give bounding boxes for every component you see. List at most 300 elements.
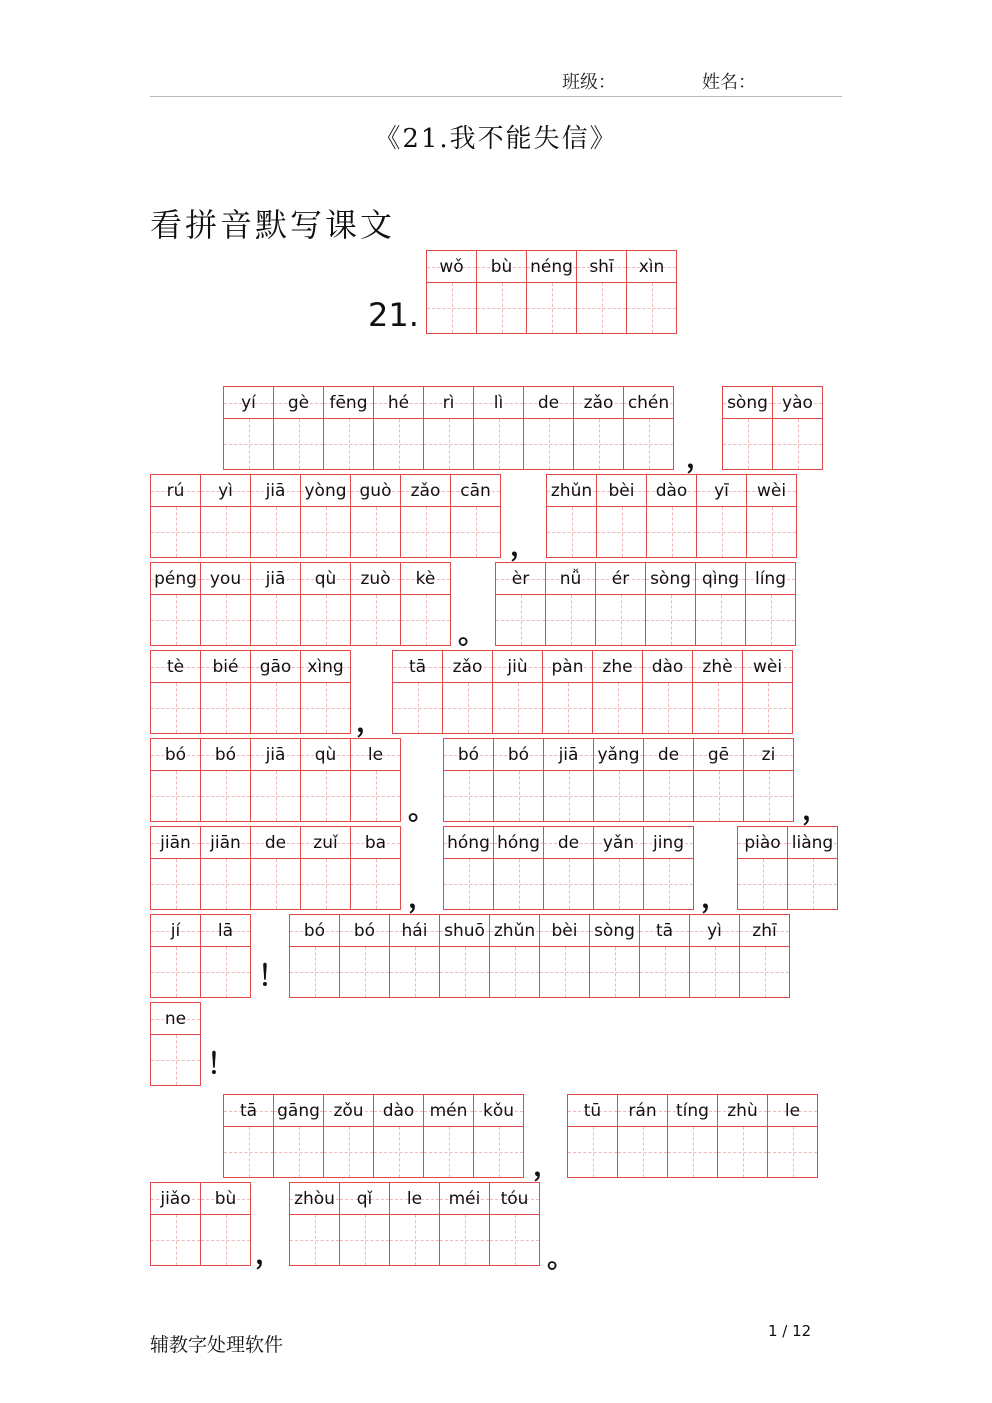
pinyin-group [223, 1094, 524, 1178]
pinyin-box [201, 563, 250, 595]
character-box[interactable] [590, 947, 639, 997]
pinyin-text: yī [714, 480, 729, 501]
pinyin-box [494, 827, 543, 859]
character-box[interactable] [201, 1215, 250, 1265]
pinyin-text: wèi [756, 480, 787, 501]
character-box[interactable] [788, 859, 837, 909]
character-box[interactable] [251, 683, 300, 733]
pinyin-box [151, 1003, 200, 1035]
pinyin-text: sòng [727, 392, 768, 413]
tianzi-cell [250, 474, 301, 558]
character-box[interactable] [494, 859, 543, 909]
character-box[interactable] [251, 595, 300, 645]
pinyin-text: rì [442, 392, 455, 413]
pinyin-box [427, 251, 476, 283]
pinyin-text: cān [460, 480, 491, 501]
punctuation-mark: ！ [207, 1047, 236, 1080]
character-box[interactable] [647, 507, 696, 557]
character-box[interactable] [351, 507, 400, 557]
pinyin-box [151, 651, 200, 683]
tianzi-cell [289, 1182, 340, 1266]
pinyin-text: bó [164, 744, 187, 765]
pinyin-box [647, 475, 696, 507]
character-box[interactable] [697, 507, 746, 557]
character-box[interactable] [151, 595, 200, 645]
tianzi-cell [692, 650, 743, 734]
character-box[interactable] [224, 419, 273, 469]
pinyin-box [224, 387, 273, 419]
tianzi-cell [593, 738, 644, 822]
tianzi-cell [289, 914, 340, 998]
pinyin-text: zhǔn [550, 480, 593, 501]
tianzi-cell [423, 386, 474, 470]
character-box[interactable] [443, 683, 492, 733]
character-box[interactable] [201, 947, 250, 997]
punctuation-mark: ， [510, 529, 539, 562]
pinyin-group [737, 826, 838, 910]
pinyin-text: bó [507, 744, 530, 765]
character-box[interactable] [201, 771, 250, 821]
pinyin-text: pàn [551, 656, 584, 677]
tianzi-cell [746, 474, 797, 558]
tianzi-cell [739, 914, 790, 998]
pinyin-text: bó [353, 920, 376, 941]
character-box[interactable] [527, 283, 576, 333]
character-box[interactable] [597, 507, 646, 557]
tianzi-cell [767, 1094, 818, 1178]
tianzi-cell [200, 914, 251, 998]
pinyin-box [694, 739, 743, 771]
pinyin-text: lì [493, 392, 504, 413]
pinyin-text: liàng [791, 832, 834, 853]
pinyin-box [374, 387, 423, 419]
tianzi-cell [400, 474, 451, 558]
pinyin-text: xìng [307, 656, 344, 677]
pinyin-box [351, 563, 400, 595]
character-box[interactable] [340, 947, 389, 997]
pinyin-box [151, 915, 200, 947]
pinyin-box [474, 387, 523, 419]
pinyin-box [151, 475, 200, 507]
pinyin-text: bó [214, 744, 237, 765]
character-box[interactable] [324, 1127, 373, 1177]
character-box[interactable] [201, 507, 250, 557]
character-box[interactable] [738, 859, 787, 909]
pinyin-text: yǎn [602, 832, 635, 853]
tianzi-cell [745, 562, 796, 646]
pinyin-box [474, 1095, 523, 1127]
character-box[interactable] [151, 683, 200, 733]
pinyin-text: gāng [277, 1100, 320, 1121]
character-box[interactable] [374, 1127, 423, 1177]
character-box[interactable] [340, 1215, 389, 1265]
tianzi-cell [223, 386, 274, 470]
character-box[interactable] [427, 283, 476, 333]
character-box[interactable] [440, 947, 489, 997]
pinyin-text: bié [212, 656, 239, 677]
tianzi-cell [443, 738, 494, 822]
pinyin-box [340, 1183, 389, 1215]
pinyin-text: méi [448, 1188, 481, 1209]
pinyin-box [546, 563, 595, 595]
tianzi-cell [689, 914, 740, 998]
header-divider [150, 96, 842, 97]
character-box[interactable] [324, 419, 373, 469]
pinyin-box [251, 475, 300, 507]
tianzi-cell [443, 826, 494, 910]
tianzi-cell [643, 826, 694, 910]
character-box[interactable] [351, 771, 400, 821]
character-box[interactable] [496, 595, 545, 645]
character-box[interactable] [401, 507, 450, 557]
pinyin-group [567, 1094, 818, 1178]
character-box[interactable] [743, 683, 792, 733]
character-box[interactable] [543, 683, 592, 733]
character-box[interactable] [546, 595, 595, 645]
character-box[interactable] [440, 1215, 489, 1265]
pinyin-group [150, 914, 251, 998]
pinyin-box [743, 651, 792, 683]
character-box[interactable] [624, 419, 673, 469]
character-box[interactable] [746, 595, 795, 645]
pinyin-group [392, 650, 793, 734]
pinyin-box [540, 915, 589, 947]
pinyin-box [493, 651, 542, 683]
pinyin-text: hé [387, 392, 410, 413]
character-box[interactable] [690, 947, 739, 997]
pinyin-box [690, 915, 739, 947]
tianzi-cell [439, 1182, 490, 1266]
punctuation-mark: 。 [408, 793, 437, 826]
pinyin-box [524, 387, 573, 419]
pinyin-text: bèi [608, 480, 635, 501]
tianzi-cell [743, 738, 794, 822]
tianzi-cell [489, 914, 540, 998]
tianzi-cell [772, 386, 823, 470]
character-box[interactable] [424, 419, 473, 469]
character-box[interactable] [290, 1215, 339, 1265]
pinyin-box [738, 827, 787, 859]
pinyin-text: rán [628, 1100, 657, 1121]
character-box[interactable] [568, 1127, 617, 1177]
pinyin-box [201, 651, 250, 683]
pinyin-text: shī [589, 256, 614, 277]
tianzi-cell [643, 738, 694, 822]
character-box[interactable] [151, 859, 200, 909]
character-box[interactable] [290, 947, 339, 997]
pinyin-box [443, 651, 492, 683]
pinyin-box [768, 1095, 817, 1127]
pinyin-box [544, 739, 593, 771]
pinyin-group [150, 738, 401, 822]
pinyin-text: qǐ [356, 1188, 373, 1209]
pinyin-box [744, 739, 793, 771]
pinyin-box [718, 1095, 767, 1127]
character-box[interactable] [201, 595, 250, 645]
character-box[interactable] [390, 947, 439, 997]
character-box[interactable] [768, 1127, 817, 1177]
character-box[interactable] [643, 683, 692, 733]
character-box[interactable] [301, 507, 350, 557]
pinyin-text: bèi [551, 920, 578, 941]
character-box[interactable] [251, 859, 300, 909]
character-box[interactable] [151, 947, 200, 997]
pinyin-text: yǎng [597, 744, 640, 765]
pinyin-text: jiān [160, 832, 191, 853]
tianzi-cell [200, 562, 251, 646]
character-box[interactable] [693, 683, 742, 733]
character-box[interactable] [524, 419, 573, 469]
pinyin-group [150, 826, 401, 910]
tianzi-cell [543, 826, 594, 910]
tianzi-cell [300, 474, 351, 558]
character-box[interactable] [351, 595, 400, 645]
pinyin-text: ér [611, 568, 630, 589]
tianzi-cell [339, 914, 390, 998]
pinyin-box [290, 915, 339, 947]
pinyin-text: jiǎo [160, 1188, 191, 1209]
character-box[interactable] [646, 595, 695, 645]
character-box[interactable] [594, 859, 643, 909]
character-box[interactable] [274, 419, 323, 469]
pinyin-text: dào [651, 656, 684, 677]
pinyin-box [596, 563, 645, 595]
footer-software: 辅教字处理软件 [150, 1334, 284, 1356]
character-box[interactable] [151, 1035, 200, 1085]
character-box[interactable] [151, 507, 200, 557]
character-box[interactable] [251, 771, 300, 821]
character-box[interactable] [151, 1215, 200, 1265]
tianzi-cell [392, 650, 443, 734]
character-box[interactable] [544, 771, 593, 821]
character-box[interactable] [393, 683, 442, 733]
character-box[interactable] [444, 771, 493, 821]
tianzi-cell [567, 1094, 618, 1178]
tianzi-cell [542, 650, 593, 734]
pinyin-text: hóng [497, 832, 540, 853]
character-box[interactable] [274, 1127, 323, 1177]
pinyin-box [590, 915, 639, 947]
tianzi-cell [250, 826, 301, 910]
pinyin-box [324, 1095, 373, 1127]
punctuation-mark: ， [686, 441, 715, 474]
tianzi-cell [593, 826, 644, 910]
tianzi-cell [639, 914, 690, 998]
pinyin-text: jiā [558, 744, 579, 765]
pinyin-text: yì [707, 920, 722, 941]
pinyin-text: le [406, 1188, 423, 1209]
tianzi-cell [787, 826, 838, 910]
pinyin-box [301, 563, 350, 595]
character-box[interactable] [351, 859, 400, 909]
tianzi-cell [667, 1094, 718, 1178]
pinyin-box [390, 915, 439, 947]
punctuation-mark: ， [356, 705, 385, 738]
character-box[interactable] [696, 595, 745, 645]
character-box[interactable] [451, 507, 500, 557]
tianzi-cell [526, 250, 577, 334]
pinyin-box [574, 387, 623, 419]
punctuation-mark: ， [533, 1149, 562, 1182]
character-box[interactable] [424, 1127, 473, 1177]
character-box[interactable] [474, 1127, 523, 1177]
character-box[interactable] [224, 1127, 273, 1177]
character-box[interactable] [444, 859, 493, 909]
pinyin-text: zhe [602, 656, 633, 677]
pinyin-text: jiā [265, 744, 286, 765]
pinyin-text: líng [754, 568, 786, 589]
pinyin-text: ba [364, 832, 387, 853]
pinyin-box [440, 1183, 489, 1215]
pinyin-box [788, 827, 837, 859]
pinyin-text: bù [490, 256, 513, 277]
character-box[interactable] [627, 283, 676, 333]
pinyin-box [340, 915, 389, 947]
tianzi-cell [150, 650, 201, 734]
character-box[interactable] [574, 419, 623, 469]
character-box[interactable] [201, 683, 250, 733]
pinyin-text: tū [583, 1100, 602, 1121]
character-box[interactable] [477, 283, 526, 333]
pinyin-box [543, 651, 592, 683]
character-box[interactable] [644, 771, 693, 821]
character-box[interactable] [494, 771, 543, 821]
character-box[interactable] [490, 947, 539, 997]
tianzi-cell [150, 1002, 201, 1086]
pinyin-text: sòng [650, 568, 691, 589]
character-box[interactable] [544, 859, 593, 909]
pinyin-box [693, 651, 742, 683]
pinyin-box [274, 387, 323, 419]
character-box[interactable] [740, 947, 789, 997]
pinyin-box [351, 827, 400, 859]
name-label: 姓名： [702, 72, 756, 93]
character-box[interactable] [547, 507, 596, 557]
pinyin-box [201, 827, 250, 859]
character-box[interactable] [301, 683, 350, 733]
pinyin-text: wǒ [439, 256, 464, 277]
pinyin-box [151, 827, 200, 859]
pinyin-box [451, 475, 500, 507]
character-box[interactable] [618, 1127, 667, 1177]
pinyin-text: zuǐ [313, 832, 338, 853]
pinyin-box [390, 1183, 439, 1215]
pinyin-text: hóng [447, 832, 490, 853]
character-box[interactable] [151, 771, 200, 821]
tianzi-cell [426, 250, 477, 334]
character-box[interactable] [744, 771, 793, 821]
tianzi-cell [223, 1094, 274, 1178]
character-box[interactable] [301, 595, 350, 645]
pinyin-text: wèi [752, 656, 783, 677]
tianzi-cell [200, 650, 251, 734]
pinyin-text: zhù [727, 1100, 758, 1121]
pinyin-box [547, 475, 596, 507]
character-box[interactable] [490, 1215, 539, 1265]
character-box[interactable] [540, 947, 589, 997]
character-box[interactable] [201, 859, 250, 909]
character-box[interactable] [640, 947, 689, 997]
tianzi-cell [250, 562, 301, 646]
pinyin-text: kè [415, 568, 436, 589]
pinyin-box [351, 739, 400, 771]
pinyin-box [594, 827, 643, 859]
character-box[interactable] [374, 419, 423, 469]
tianzi-cell [373, 1094, 424, 1178]
character-box[interactable] [474, 419, 523, 469]
pinyin-box [696, 563, 745, 595]
pinyin-text: guò [359, 480, 392, 501]
character-box[interactable] [593, 683, 642, 733]
pinyin-box [424, 387, 473, 419]
character-box[interactable] [493, 683, 542, 733]
character-box[interactable] [718, 1127, 767, 1177]
tianzi-cell [693, 738, 744, 822]
pinyin-text: jiān [210, 832, 241, 853]
pinyin-text: dào [382, 1100, 415, 1121]
character-box[interactable] [390, 1215, 439, 1265]
character-box[interactable] [644, 859, 693, 909]
character-box[interactable] [594, 771, 643, 821]
pinyin-box [747, 475, 796, 507]
punctuation-mark: ， [408, 881, 437, 914]
pinyin-box [301, 651, 350, 683]
pinyin-text: mén [429, 1100, 468, 1121]
pinyin-text: kǒu [482, 1100, 515, 1121]
pinyin-box [494, 739, 543, 771]
tianzi-cell [495, 562, 546, 646]
tianzi-cell [450, 474, 501, 558]
character-box[interactable] [401, 595, 450, 645]
tianzi-cell [473, 386, 524, 470]
tianzi-cell [695, 562, 746, 646]
pinyin-box [624, 387, 673, 419]
pinyin-box [301, 739, 350, 771]
character-box[interactable] [747, 507, 796, 557]
character-box[interactable] [596, 595, 645, 645]
pinyin-text: zuò [360, 568, 391, 589]
pinyin-box [490, 1183, 539, 1215]
character-box[interactable] [723, 419, 772, 469]
pinyin-text: zhǔn [493, 920, 536, 941]
character-box[interactable] [301, 771, 350, 821]
tianzi-cell [389, 914, 440, 998]
pinyin-text: zi [761, 744, 776, 765]
pinyin-text: jiā [265, 480, 286, 501]
pinyin-box [424, 1095, 473, 1127]
character-box[interactable] [577, 283, 626, 333]
pinyin-text: yào [782, 392, 813, 413]
character-box[interactable] [301, 859, 350, 909]
character-box[interactable] [251, 507, 300, 557]
pinyin-group [150, 1182, 251, 1266]
pinyin-text: lā [217, 920, 234, 941]
pinyin-box [527, 251, 576, 283]
pinyin-text: péng [154, 568, 197, 589]
character-box[interactable] [694, 771, 743, 821]
tianzi-cell [300, 650, 351, 734]
tianzi-cell [150, 826, 201, 910]
pinyin-box [740, 915, 789, 947]
pinyin-text: tè [166, 656, 185, 677]
pinyin-box [301, 475, 350, 507]
pinyin-text: tóu [500, 1188, 529, 1209]
character-box[interactable] [668, 1127, 717, 1177]
tianzi-cell [250, 738, 301, 822]
pinyin-box [640, 915, 689, 947]
character-box[interactable] [773, 419, 822, 469]
tianzi-cell [373, 386, 424, 470]
